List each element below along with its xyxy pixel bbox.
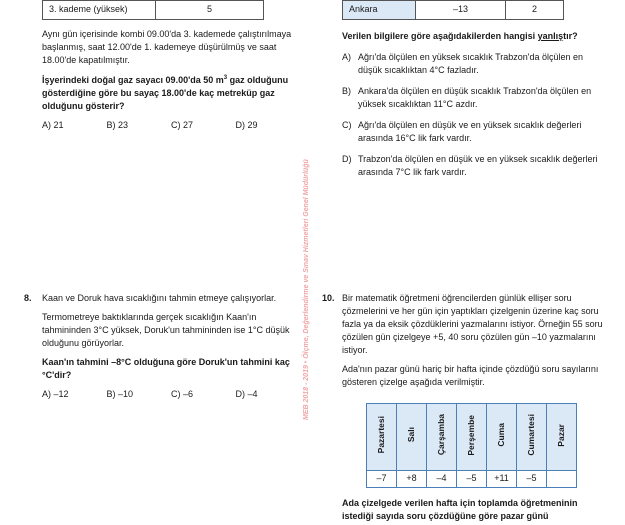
- table-cell-city: Ankara: [343, 1, 416, 20]
- day-label: Cumartesi: [526, 414, 537, 456]
- right-column: [342, 0, 600, 187]
- q10-block: [342, 292, 604, 389]
- choice-text: Trabzon'da ölçülen en düşük ve en yüksek sıcaklık değerleri arasında 7°C lik fark vardır.: [358, 154, 598, 178]
- q8-options: [42, 388, 300, 401]
- q7-intro: Aynı gün içerisinde kombi 09.00'da 3. kademede çalıştırılmaya başlanmış, saat 12.00'de 1. kademeye düşürülmüş ve saat 18.00'de kapatılmıştır.: [42, 29, 292, 66]
- q10-question: Ada çizelgede verilen hafta için toplamda öğretmeninin istediği sayıda soru çözdüğüne göre pazar günü: [342, 498, 578, 522]
- day-cell: [457, 404, 487, 471]
- q8-option-c[interactable]: C) –6: [171, 389, 194, 400]
- day-label: Pazartesi: [376, 416, 387, 454]
- day-label: Salı: [406, 427, 417, 443]
- day-label: Pazar: [556, 423, 567, 447]
- day-cell: [517, 404, 547, 471]
- left-top-table: [42, 0, 264, 20]
- values-row: [367, 471, 577, 488]
- q9-choice-b[interactable]: [342, 85, 600, 111]
- q9-choice-d[interactable]: [342, 153, 600, 179]
- choice-label: C): [342, 120, 352, 131]
- choice-text: Ağrı'da ölçülen en yüksek sıcaklık Trabzon'da ölçülen en düşük sıcaklıktan 4°C fazladır.: [358, 52, 584, 76]
- days-header-row: [367, 404, 577, 471]
- q8-option-d[interactable]: D) –4: [235, 389, 258, 400]
- table-cell-value: 5: [156, 1, 264, 20]
- q9-choice-c[interactable]: [342, 119, 600, 145]
- q7-option-b[interactable]: B) 23: [106, 120, 129, 131]
- choice-text: Ağrı'da ölçülen en düşük ve en yüksek sıcaklık değerleri arasında 16°C lik fark vardır.: [358, 120, 582, 144]
- q8-question: Kaan'ın tahmini –8°C olduğuna göre Doruk'un tahmini kaç °C'dir?: [42, 357, 290, 381]
- day-label: Cuma: [496, 423, 507, 447]
- day-cell: [427, 404, 457, 471]
- table-cell-low: –13: [416, 1, 506, 20]
- q9-stem: [342, 30, 600, 43]
- day-cell: [547, 404, 577, 471]
- table-row: [343, 1, 564, 20]
- right-top-table: [342, 0, 564, 20]
- q8-option-b[interactable]: B) –10: [106, 389, 134, 400]
- day-cell: [367, 404, 397, 471]
- choice-text: Ankara'da ölçülen en düşük sıcaklık Trabzon'da ölçülen en yüksek sıcaklıktan 11°C azdır.: [358, 86, 592, 110]
- q10-number: 10.: [322, 293, 335, 303]
- choice-label: B): [342, 86, 351, 97]
- choice-label: D): [342, 154, 352, 165]
- value-cell: –5: [517, 471, 547, 488]
- table-row: [43, 1, 264, 20]
- q7-options: [42, 119, 300, 132]
- q7-question-sup: 3: [223, 75, 228, 82]
- meb-watermark: MEB 2018 - 2019 • Ölçme, Değerlendirme ve Sınav Hizmetleri Genel Müdürlüğü: [303, 159, 310, 421]
- day-label: Perşembe: [466, 414, 477, 456]
- q10-body: Ada'nın pazar günü hariç bir hafta içinde çözdüğü soru sayılarını gösteren çizelge aşağıda verilmiştir.: [342, 364, 599, 388]
- q8-block: [42, 292, 300, 401]
- value-cell: –7: [367, 471, 397, 488]
- q7-question-part-a: İşyerindeki doğal gaz sayacı 09.00'da 50 m: [42, 75, 224, 86]
- q7-option-a[interactable]: A) 21: [42, 120, 64, 131]
- value-cell: [547, 471, 577, 488]
- q9-stem-a: Verilen bilgilere göre aşağıdakilerden hangisi: [342, 31, 538, 41]
- table-cell-label: 3. kademe (yüksek): [43, 1, 156, 20]
- day-cell: [397, 404, 427, 471]
- q8-body: Termometreye baktıklarında gerçek sıcaklığın Kaan'ın tahmininden 3°C yüksek, Doruk'un tahmininden ise 1°C düşük olduğunu görüyorlar.: [42, 312, 290, 349]
- q9-stem-b: tır?: [563, 31, 578, 41]
- table-cell-diff: 2: [506, 1, 564, 20]
- day-cell: [487, 404, 517, 471]
- q9-stem-underlined: yanlış: [537, 31, 564, 41]
- value-cell: +8: [397, 471, 427, 488]
- q7-option-d[interactable]: D) 29: [235, 120, 258, 131]
- q8-intro: Kaan ve Doruk hava sıcaklığını tahmin etmeye çalışıyorlar.: [42, 293, 277, 303]
- q9-choices: [342, 51, 600, 179]
- q8-number: 8.: [24, 293, 32, 303]
- q9-choice-a[interactable]: [342, 51, 600, 77]
- days-table: [366, 403, 577, 488]
- q7-question: [42, 74, 300, 113]
- q10-intro: Bir matematik öğretmeni öğrencilerden günlük ellişer soru çözmelerini ve her gün için yaptıkları çizelgenin üzerine kaç soru fazla ya da eksik çözdüklerini yazmalarını istiyor. Örneğin 55 soru çözülen gün çizelgeye +5, 40 soru çözülen gün –10 yazmalarını istiyor.: [342, 293, 603, 356]
- q7-option-c[interactable]: C) 27: [171, 120, 194, 131]
- left-column: [42, 0, 300, 132]
- value-cell: –5: [457, 471, 487, 488]
- q7-question-part-b: gaz olduğunu gösterdiğine göre bu sayaç 18.00'de kaç metreküp gaz olduğunu gösterir?: [42, 75, 289, 112]
- q8-option-a[interactable]: A) –12: [42, 389, 69, 400]
- value-cell: –4: [427, 471, 457, 488]
- value-cell: +11: [487, 471, 517, 488]
- choice-label: A): [342, 52, 351, 63]
- day-label: Çarşamba: [436, 414, 447, 456]
